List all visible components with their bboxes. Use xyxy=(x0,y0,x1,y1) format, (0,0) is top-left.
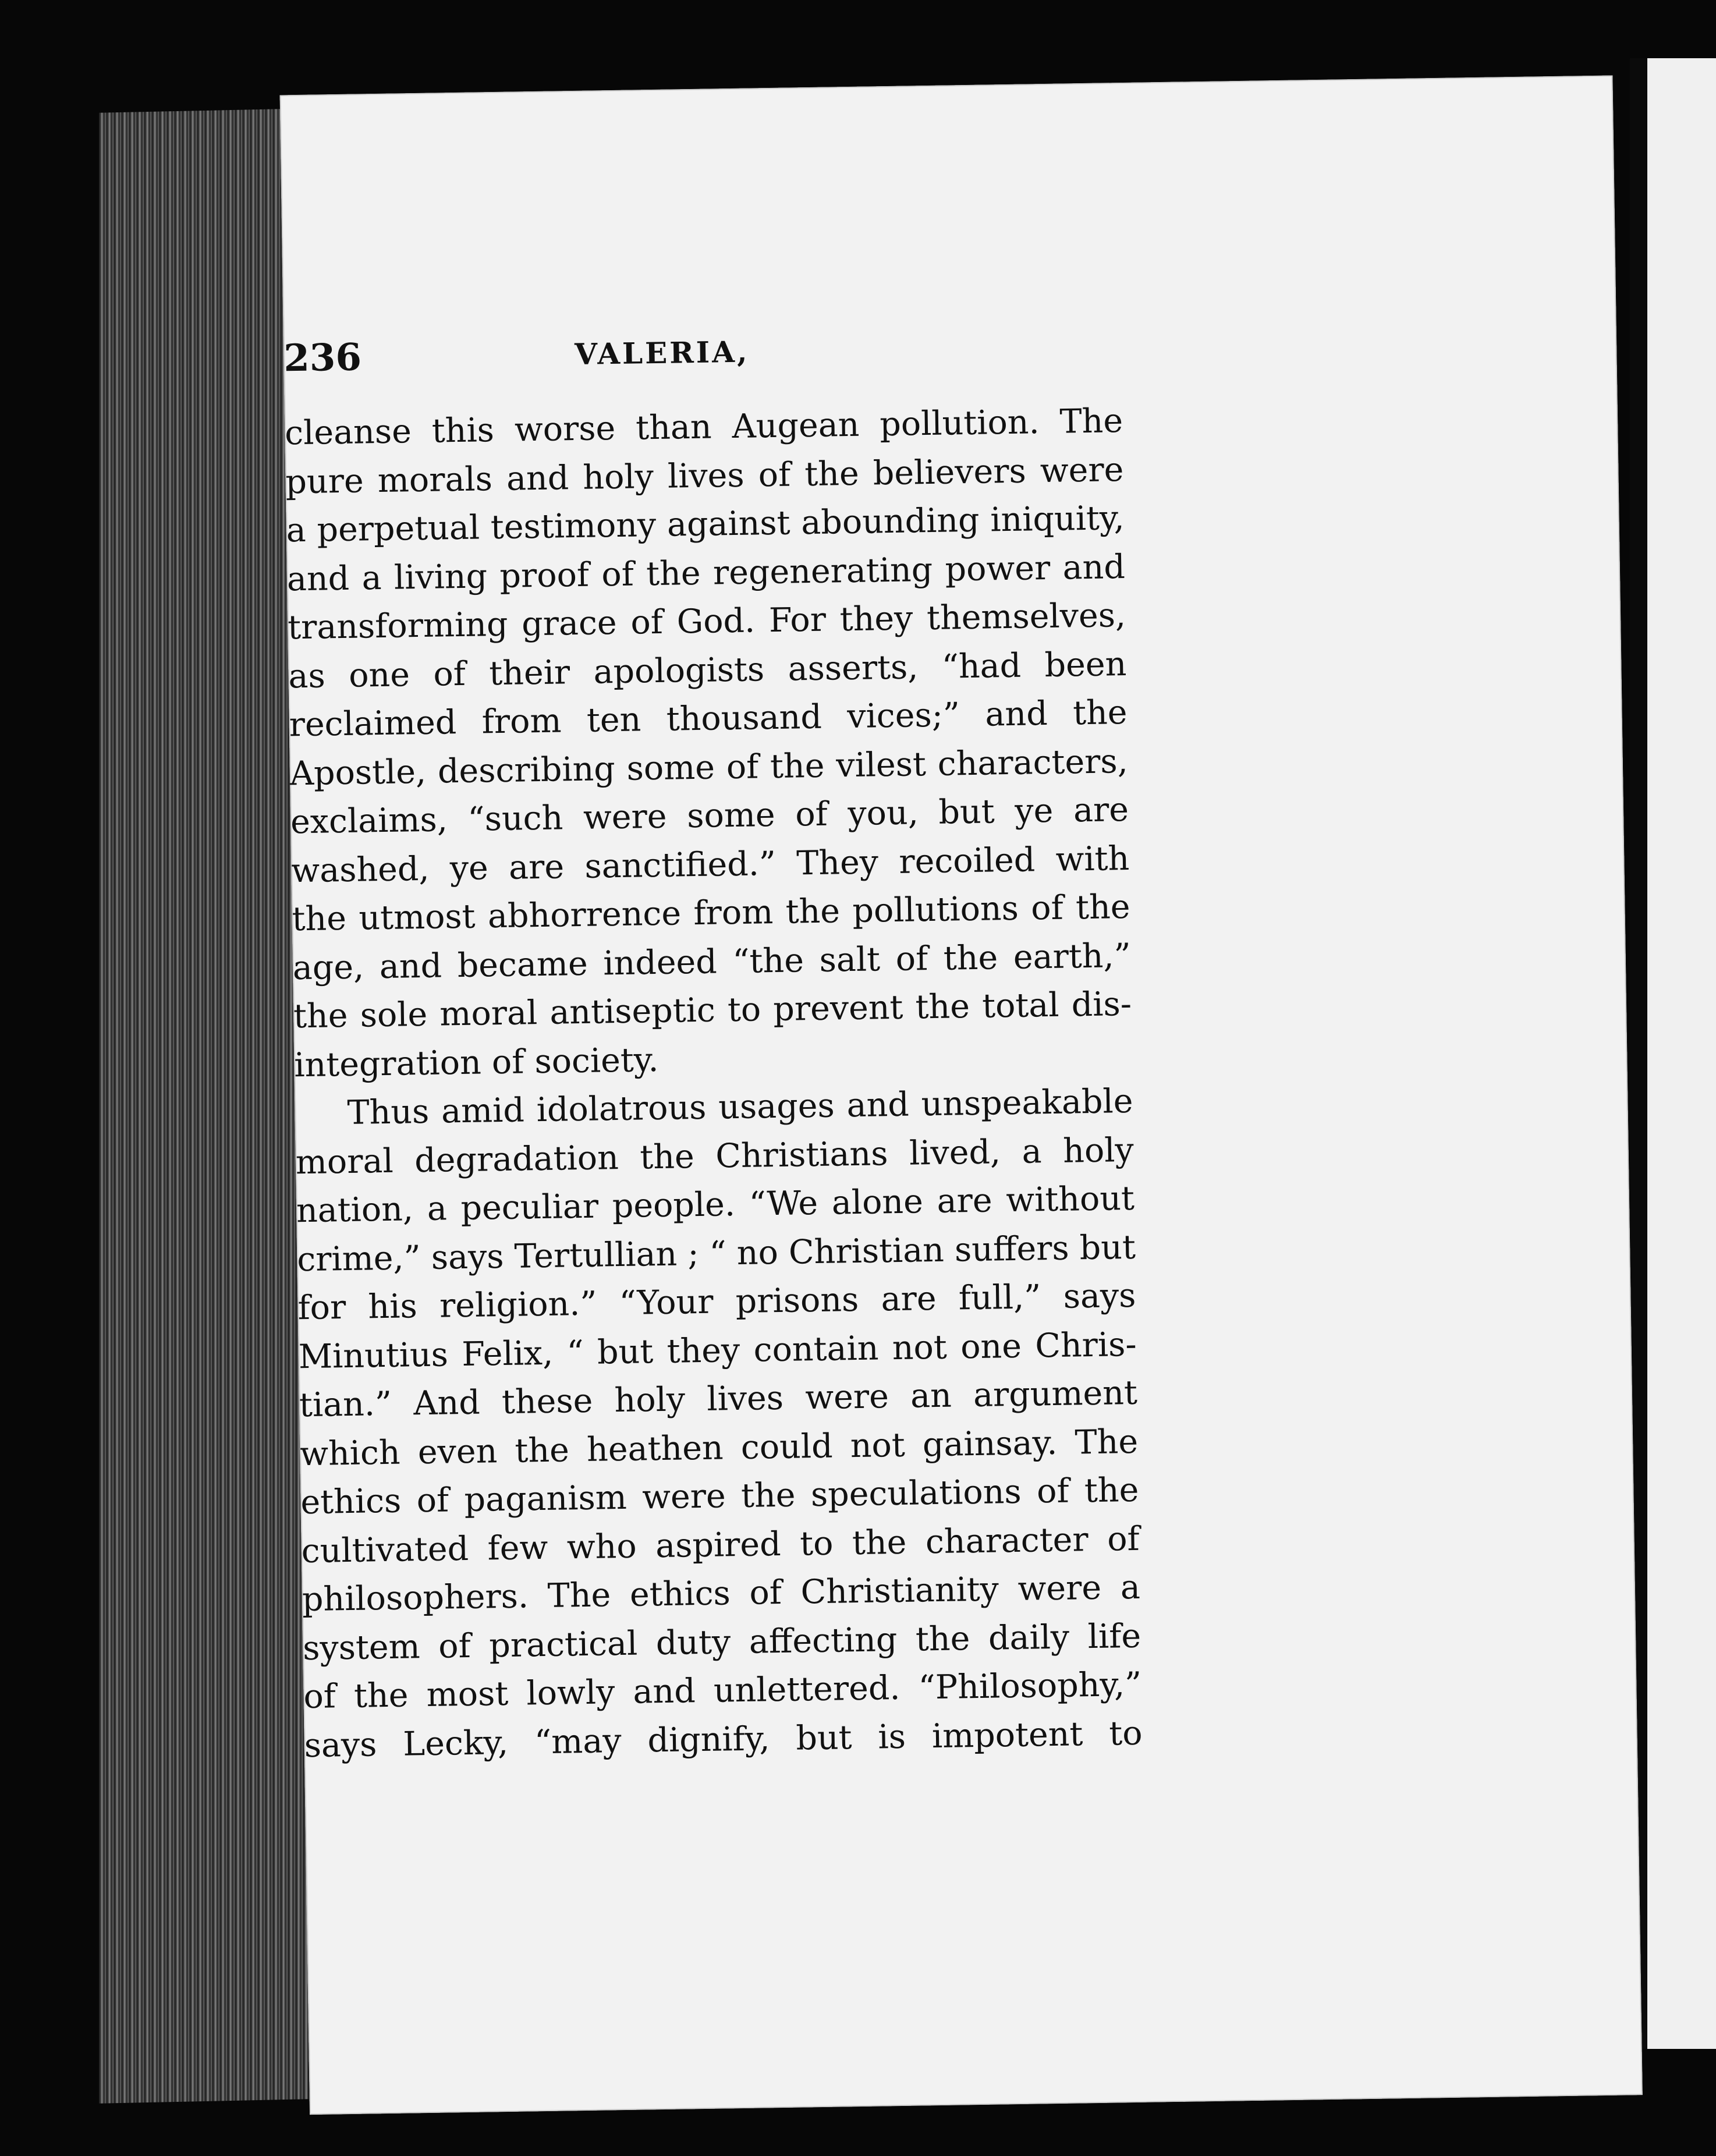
text-line: pure morals and holy lives of the believers were xyxy=(285,450,1124,501)
text-line: the utmost abhorrence from the pollutions of the xyxy=(292,887,1130,939)
text-line: Minutius Felix, “ but they contain not one Chris- xyxy=(298,1325,1137,1376)
text-line: cleanse this worse than Augean pollution. The xyxy=(284,402,1123,453)
text-line: Apostle, describing some of the vilest characters, xyxy=(289,742,1129,793)
text-line: nation, a peculiar people. “We alone are without xyxy=(296,1179,1135,1231)
text-line: tian.” And these holy lives were an argument xyxy=(299,1373,1138,1425)
text-line: transforming grace of God. For they themselves, xyxy=(287,595,1126,647)
header-title: VALERIA, xyxy=(574,334,750,371)
text-line: ethics of paganism were the speculations of the xyxy=(300,1470,1139,1522)
text-line: crime,” says Tertullian ; “ no Christian suffers but xyxy=(296,1228,1136,1279)
text-line: Thus amid idolatrous usages and unspeakable xyxy=(347,1081,1133,1132)
page-number: 236 xyxy=(283,335,362,381)
text-line: cultivated few who aspired to the character of xyxy=(301,1519,1140,1570)
text-line: reclaimed from ten thousand vices;” and the xyxy=(289,693,1128,744)
text-line: age, and became indeed “the salt of the earth,” xyxy=(292,936,1132,987)
text-line: of the most lowly and unlettered. “Philosophy,” xyxy=(303,1665,1142,1717)
text-line: philosophers. The ethics of Christianity were a xyxy=(302,1568,1141,1619)
text-line: system of practical duty affecting the daily life xyxy=(302,1616,1141,1668)
text-line: moral degradation the Christians lived, a holy xyxy=(295,1130,1134,1182)
text-line: a perpetual testimony against abounding iniquity, xyxy=(286,499,1125,550)
text-line: and a living proof of the regenerating power and xyxy=(286,547,1126,598)
text-line: as one of their apologists asserts, “had been xyxy=(288,644,1127,696)
text-line: for his religion.” “Your prisons are full,” says xyxy=(297,1276,1136,1328)
body-text xyxy=(285,397,1143,1770)
text-line: exclaims, “such were some of you, but ye are xyxy=(290,790,1129,842)
text-line: the sole moral antiseptic to prevent the total dis- xyxy=(293,984,1132,1036)
text-line: integration of society. xyxy=(293,1040,659,1084)
text-line: which even the heathen could not gainsay. The xyxy=(299,1422,1139,1473)
text-line: says Lecky, “may dignify, but is impotent to xyxy=(304,1714,1143,1765)
text-line: washed, ye are sanctified.” They recoiled with xyxy=(290,839,1130,890)
